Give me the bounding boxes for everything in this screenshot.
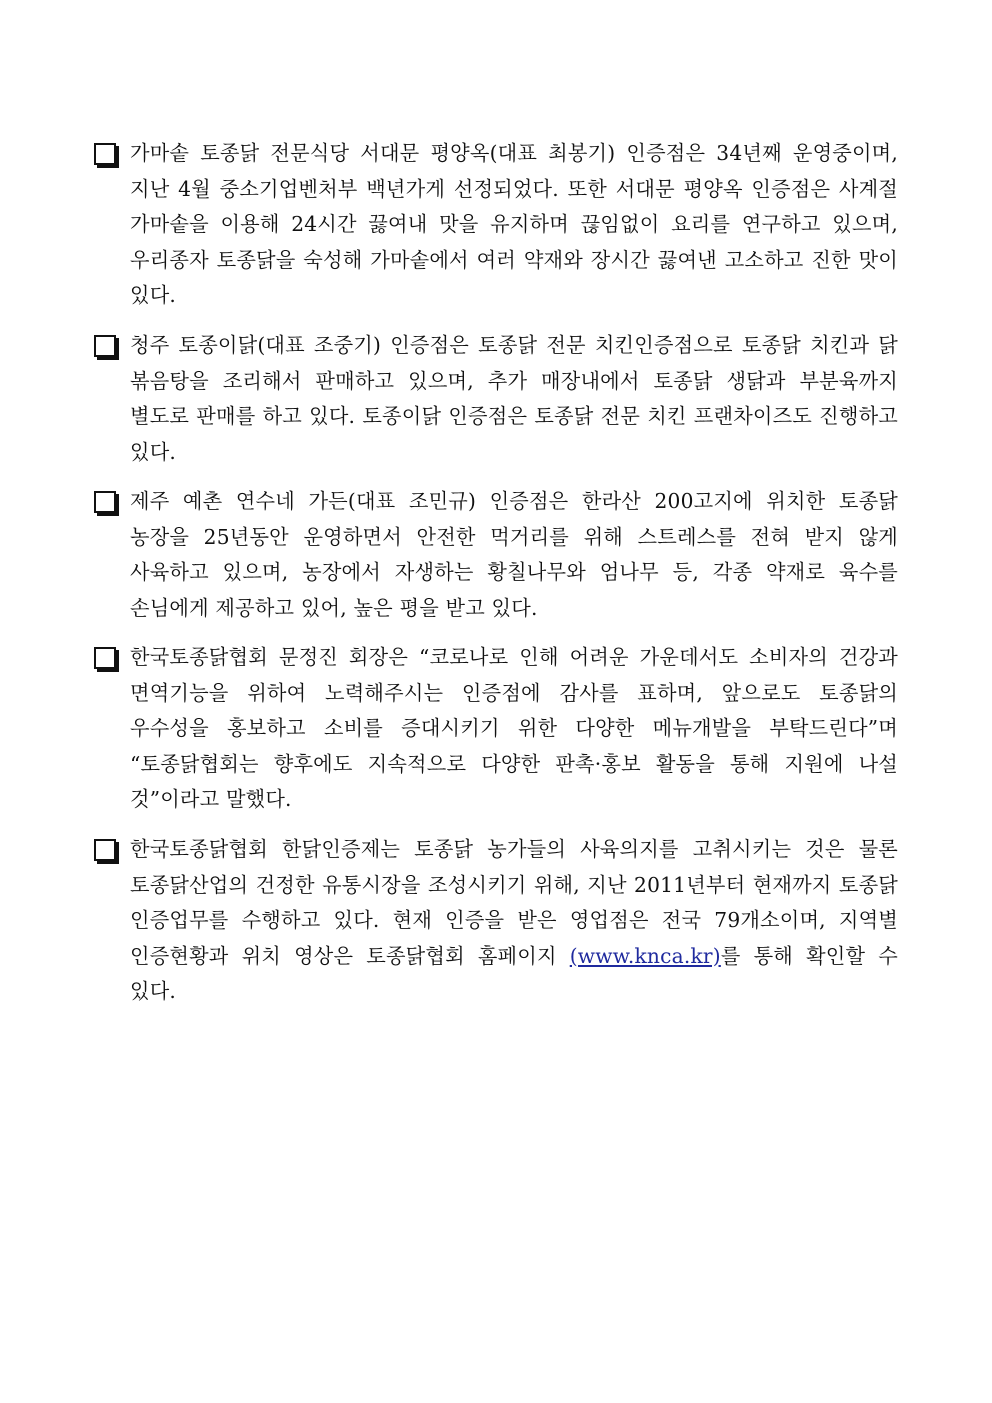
paragraph-text: 제주 예촌 연수네 가든(대표 조민규) 인증점은 한라산 200고지에 위치한 토종닭 농장을 25년동안 운영하면서 안전한 먹거리를 위해 스트레스를 전혀 받지 않게 사육하고 있으며, 농장에서 자생하는 황칠나무와 엄나무 등, 각종 약재로 육수를 손님에게 제공하고 있어, 높은 평을 받고 있다. — [130, 489, 898, 620]
checkbox-icon — [94, 143, 116, 165]
checkbox-icon — [94, 647, 116, 669]
paragraph-text-after: 를 통해 확인할 수 있다. — [130, 943, 898, 1003]
paragraph-text-before: 한국토종닭협회 한닭인증제는 토종닭 농가들의 사육의지를 고취시키는 것은 물론 토종닭산업의 건정한 유통시장을 조성시키기 위해, 지난 2011년부터 현재까지 토종닭 인증업무를 수행하고 있다. 현재 인증을 받은 영업점은 전국 79개소이며, 지역별 인증현황과 위치 영상은 토종닭협회 홈페이지 — [130, 837, 898, 968]
paragraph-3 — [94, 484, 898, 626]
paragraph-1 — [94, 136, 898, 314]
paragraph-2 — [94, 328, 898, 470]
paragraph-text: 한국토종닭협회 문정진 회장은 “코로나로 인해 어려운 가운데서도 소비자의 건강과 면역기능을 위하여 노력해주시는 인증점에 감사를 표하며, 앞으로도 토종닭의 우수성을 홍보하고 소비를 증대시키기 위한 다양한 메뉴개발을 부탁드린다”며 “토종닭협회는 향후에도 지속적으로 다양한 판촉·홍보 활동을 통해 지원에 나설 것”이라고 말했다. — [130, 645, 898, 811]
homepage-link[interactable]: (www.knca.kr) — [569, 943, 721, 968]
paragraph-4 — [94, 640, 898, 818]
checkbox-icon — [94, 335, 116, 357]
paragraph-5 — [94, 832, 898, 1010]
checkbox-icon — [94, 491, 116, 513]
checkbox-icon — [94, 839, 116, 861]
paragraph-text: 가마솥 토종닭 전문식당 서대문 평양옥(대표 최봉기) 인증점은 34년째 운영중이며, 지난 4월 중소기업벤처부 백년가게 선정되었다. 또한 서대문 평양옥 인증점은 사계절 가마솥을 이용해 24시간 끓여내 맛을 유지하며 끊임없이 요리를 연구하고 있으며, 우리종자 토종닭을 숙성해 가마솥에서 여러 약재와 장시간 끓여낸 고소하고 진한 맛이 있다. — [130, 141, 898, 307]
paragraph-text — [130, 832, 898, 1010]
paragraph-text: 청주 토종이닭(대표 조중기) 인증점은 토종닭 전문 치킨인증점으로 토종닭 치킨과 닭 볶음탕을 조리해서 판매하고 있으며, 추가 매장내에서 토종닭 생닭과 부분육까지 별도로 판매를 하고 있다. 토종이닭 인증점은 토종닭 전문 치킨 프랜차이즈도 진행하고 있다. — [130, 333, 899, 464]
